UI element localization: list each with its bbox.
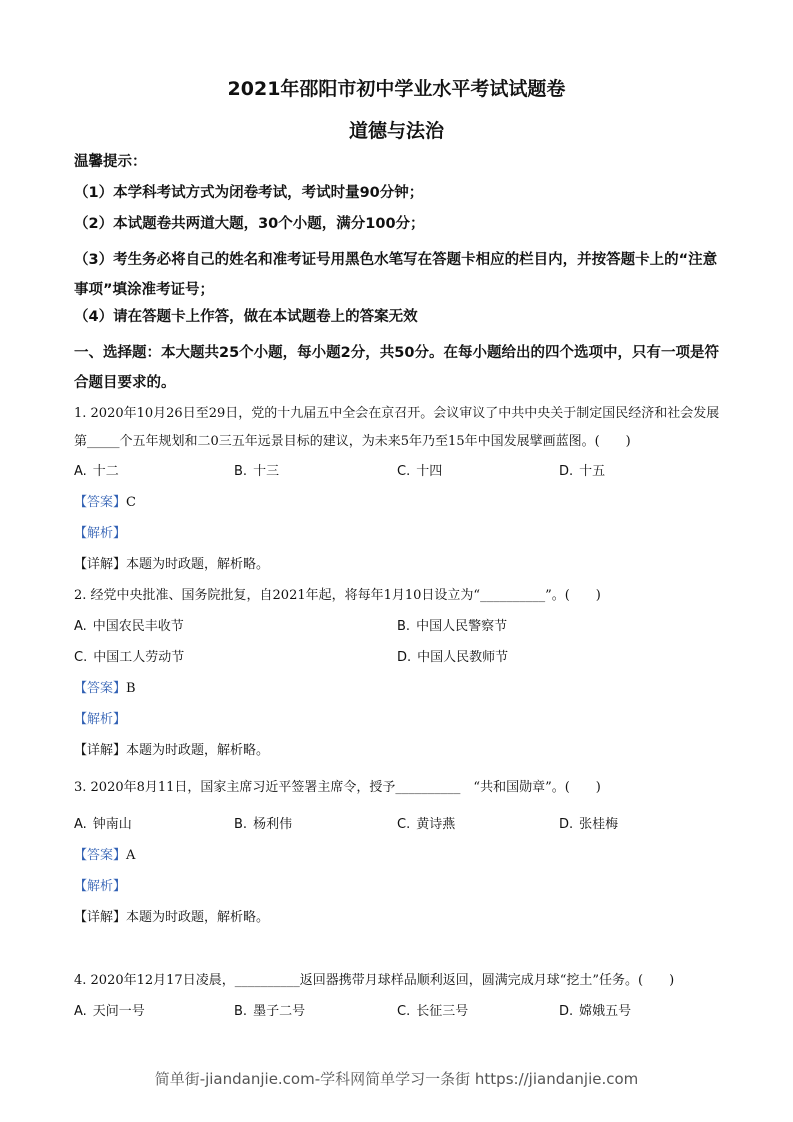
- question-1-detail: 【详解】本题为时政题，解析略。: [74, 557, 270, 572]
- page-subtitle: 道德与法治: [348, 120, 444, 142]
- page-title: 2021年邵阳市初中学业水平考试试题卷: [227, 78, 566, 100]
- question-1-stem: 1. 2020年10月26日至29日，党的十九届五中全会在京召开。会议审议了中共中央关于制定国民经济和社会发展第_____个五年规划和二0三五年远景目标的建议，为未来5年乃至15年中国发展擘画蓝图。( ): [74, 406, 720, 449]
- question-1-analysis: 【解析】: [74, 526, 127, 541]
- notice-item-2: （2）本试题卷共两道大题，30个小题，满分100分；: [74, 216, 425, 232]
- question-4-option-b: B. 墨子二号: [234, 1004, 306, 1019]
- question-2-option-c: C. 中国工人劳动节: [74, 650, 185, 665]
- question-3-stem: 3. 2020年8月11日，国家主席习近平签署主席令，授予__________ “共和国勋章”。( ): [74, 780, 601, 795]
- question-1-option-b: B. 十三: [234, 464, 280, 479]
- question-2-option-d: D. 中国人民教师节: [397, 650, 509, 665]
- notice-item-3: （3）考生务必将自己的姓名和准考证号用黑色水笔写在答题卡相应的栏目内，并按答题卡上的“注意事项”填涂准考证号；: [74, 252, 718, 298]
- question-1-option-d: D. 十五: [559, 464, 606, 479]
- question-2-option-b: B. 中国人民警察节: [397, 619, 508, 634]
- section-heading: 一、选择题：本大题共25个小题，每小题2分，共50分。在每小题给出的四个选项中，只有一项是符合题目要求的。: [74, 345, 719, 391]
- question-2-stem: 2. 经党中央批准、国务院批复，自2021年起，将每年1月10日设立为“__________”。( ): [74, 588, 601, 603]
- question-4-option-d: D. 嫦娥五号: [559, 1004, 632, 1019]
- question-3-option-d: D. 张桂梅: [559, 817, 619, 832]
- question-4-option-c: C. 长征三号: [397, 1004, 469, 1019]
- question-1-answer: 【答案】C: [74, 495, 136, 510]
- notice-heading: 温馨提示：: [74, 154, 147, 170]
- question-1-option-c: C. 十四: [397, 464, 443, 479]
- notice-item-1: （1）本学科考试方式为闭卷考试，考试时量90分钟；: [74, 185, 424, 201]
- question-1-option-a: A. 十二: [74, 464, 119, 479]
- question-2-option-a: A. 中国农民丰收节: [74, 619, 184, 634]
- footer-watermark: 简单街-jiandanjie.com-学科网简单学习一条街 https://jiandanjie.com: [154, 1070, 639, 1088]
- question-3-option-a: A. 钟南山: [74, 817, 132, 832]
- notice-item-4: （4）请在答题卡上作答，做在本试题卷上的答案无效: [74, 309, 418, 325]
- question-4-stem: 4. 2020年12月17日凌晨，__________返回器携带月球样品顺利返回，圆满完成月球“挖土”任务。( ): [74, 973, 675, 988]
- question-2-analysis: 【解析】: [74, 712, 127, 727]
- question-3-option-b: B. 杨利伟: [234, 817, 293, 832]
- question-3-option-c: C. 黄诗燕: [397, 817, 456, 832]
- question-3-answer: 【答案】A: [74, 848, 136, 863]
- question-2-detail: 【详解】本题为时政题，解析略。: [74, 743, 270, 758]
- question-2-answer: 【答案】B: [74, 681, 136, 696]
- question-4-option-a: A. 天问一号: [74, 1004, 145, 1019]
- question-3-detail: 【详解】本题为时政题，解析略。: [74, 910, 270, 925]
- question-3-analysis: 【解析】: [74, 879, 127, 894]
